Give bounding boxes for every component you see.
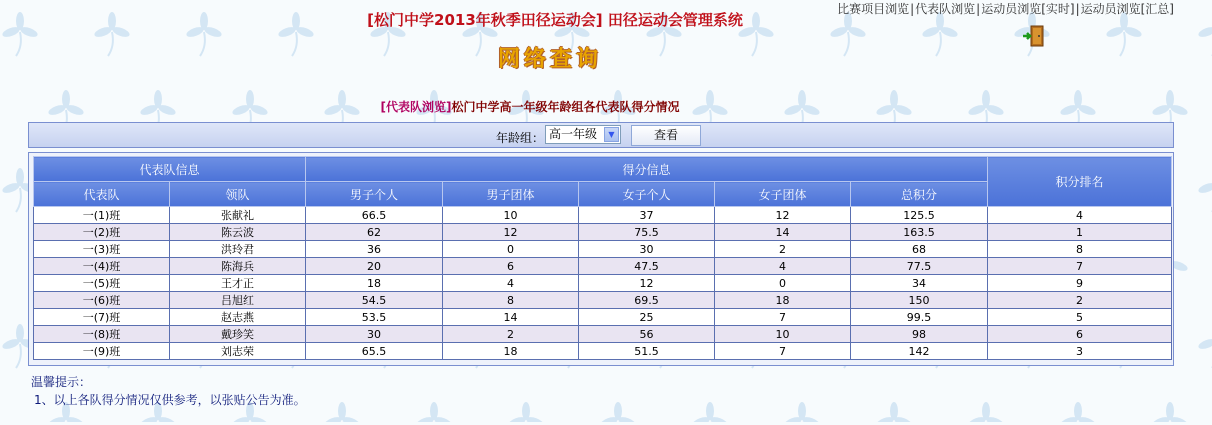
- column-header: 男子团体: [443, 182, 579, 207]
- male-team-cell: 6: [443, 258, 579, 275]
- score-table-container: [28, 152, 1174, 366]
- leader-cell: 陈云波: [170, 224, 306, 241]
- team-cell: 一(8)班: [34, 326, 170, 343]
- female-team-cell: 0: [715, 275, 851, 292]
- female-individual-cell: 56: [579, 326, 715, 343]
- female-team-cell: 7: [715, 343, 851, 360]
- column-header: 领队: [170, 182, 306, 207]
- female-team-cell: 4: [715, 258, 851, 275]
- leader-cell: 洪玲君: [170, 241, 306, 258]
- nav-athletes-live[interactable]: 运动员浏览[实时]: [981, 2, 1075, 16]
- column-header: 总积分: [851, 182, 988, 207]
- leader-cell: 赵志燕: [170, 309, 306, 326]
- leader-cell: 王才正: [170, 275, 306, 292]
- male-team-cell: 8: [443, 292, 579, 309]
- subtitle-text: 松门中学高一年级年龄组各代表队得分情况: [451, 100, 680, 114]
- rank-cell: 9: [988, 275, 1172, 292]
- female-team-cell: 12: [715, 207, 851, 224]
- leader-cell: 张献礼: [170, 207, 306, 224]
- female-team-cell: 2: [715, 241, 851, 258]
- exit-door-icon[interactable]: [1022, 24, 1046, 48]
- age-group-label: 年龄组：: [496, 131, 545, 145]
- team-cell: 一(7)班: [34, 309, 170, 326]
- tip-item: 1、以上各队得分情况仅供参考，以张贴公告为准。: [34, 393, 306, 407]
- team-cell: 一(1)班: [34, 207, 170, 224]
- table-row: [34, 292, 1172, 309]
- female-individual-cell: 51.5: [579, 343, 715, 360]
- age-group-select[interactable]: [545, 125, 621, 144]
- table-row: [34, 309, 1172, 326]
- male-individual-cell: 18: [306, 275, 443, 292]
- team-cell: 一(4)班: [34, 258, 170, 275]
- female-team-cell: 14: [715, 224, 851, 241]
- male-team-cell: 4: [443, 275, 579, 292]
- male-individual-cell: 65.5: [306, 343, 443, 360]
- total-cell: 34: [851, 275, 988, 292]
- male-individual-cell: 62: [306, 224, 443, 241]
- rank-cell: 4: [988, 207, 1172, 224]
- table-row: [34, 258, 1172, 275]
- total-cell: 150: [851, 292, 988, 309]
- leader-cell: 吕旭红: [170, 292, 306, 309]
- view-button[interactable]: 查看: [631, 125, 701, 146]
- rank-cell: 3: [988, 343, 1172, 360]
- female-individual-cell: 37: [579, 207, 715, 224]
- total-cell: 98: [851, 326, 988, 343]
- rank-cell: 6: [988, 326, 1172, 343]
- male-team-cell: 18: [443, 343, 579, 360]
- column-header: 女子个人: [579, 182, 715, 207]
- filter-bar: [28, 122, 1174, 148]
- total-cell: 125.5: [851, 207, 988, 224]
- page-heading: 网络查询: [497, 46, 602, 72]
- total-cell: 99.5: [851, 309, 988, 326]
- table-row: [34, 343, 1172, 360]
- rank-cell: 1: [988, 224, 1172, 241]
- male-individual-cell: 30: [306, 326, 443, 343]
- nav-athletes-summary[interactable]: 运动员浏览[汇总]: [1080, 2, 1174, 16]
- team-cell: 一(2)班: [34, 224, 170, 241]
- table-row: [34, 326, 1172, 343]
- male-individual-cell: 36: [306, 241, 443, 258]
- table-row: [34, 207, 1172, 224]
- top-nav: 比赛项目浏览|代表队浏览|运动员浏览[实时]|运动员浏览[汇总]: [837, 2, 1174, 16]
- leader-cell: 陈海兵: [170, 258, 306, 275]
- nav-events[interactable]: 比赛项目浏览: [837, 2, 910, 16]
- female-team-cell: 10: [715, 326, 851, 343]
- nav-teams[interactable]: 代表队浏览: [915, 2, 976, 16]
- male-team-cell: 12: [443, 224, 579, 241]
- team-cell: 一(6)班: [34, 292, 170, 309]
- score-table: [33, 156, 1172, 360]
- team-cell: 一(9)班: [34, 343, 170, 360]
- leader-cell: 刘志荣: [170, 343, 306, 360]
- rank-header: 积分排名: [988, 157, 1172, 207]
- total-cell: 163.5: [851, 224, 988, 241]
- tips-heading: 温馨提示：: [31, 375, 92, 389]
- leader-cell: 戴珍笑: [170, 326, 306, 343]
- female-team-cell: 7: [715, 309, 851, 326]
- female-individual-cell: 47.5: [579, 258, 715, 275]
- male-team-cell: 2: [443, 326, 579, 343]
- table-row: [34, 275, 1172, 292]
- total-cell: 68: [851, 241, 988, 258]
- total-cell: 142: [851, 343, 988, 360]
- column-header: 男子个人: [306, 182, 443, 207]
- rank-cell: 5: [988, 309, 1172, 326]
- tips-section: [31, 373, 306, 408]
- male-team-cell: 14: [443, 309, 579, 326]
- team-info-header: 代表队信息: [34, 157, 306, 182]
- male-team-cell: 10: [443, 207, 579, 224]
- male-team-cell: 0: [443, 241, 579, 258]
- column-header: 代表队: [34, 182, 170, 207]
- female-individual-cell: 75.5: [579, 224, 715, 241]
- male-individual-cell: 20: [306, 258, 443, 275]
- female-individual-cell: 30: [579, 241, 715, 258]
- score-info-header: 得分信息: [306, 157, 988, 182]
- rank-cell: 7: [988, 258, 1172, 275]
- rank-cell: 2: [988, 292, 1172, 309]
- team-cell: 一(5)班: [34, 275, 170, 292]
- subtitle-tag: [代表队浏览]: [380, 100, 452, 114]
- team-cell: 一(3)班: [34, 241, 170, 258]
- age-group-value: 高一年级: [549, 127, 598, 141]
- table-row: [34, 241, 1172, 258]
- total-cell: 77.5: [851, 258, 988, 275]
- system-title: [松门中学2013年秋季田径运动会] 田径运动会管理系统: [367, 11, 743, 29]
- page-subtitle: [300, 98, 760, 115]
- female-individual-cell: 25: [579, 309, 715, 326]
- female-individual-cell: 12: [579, 275, 715, 292]
- column-header: 女子团体: [715, 182, 851, 207]
- female-individual-cell: 69.5: [579, 292, 715, 309]
- male-individual-cell: 66.5: [306, 207, 443, 224]
- table-row: [34, 224, 1172, 241]
- rank-cell: 8: [988, 241, 1172, 258]
- female-team-cell: 18: [715, 292, 851, 309]
- male-individual-cell: 53.5: [306, 309, 443, 326]
- male-individual-cell: 54.5: [306, 292, 443, 309]
- chevron-down-icon[interactable]: ▼: [604, 127, 619, 142]
